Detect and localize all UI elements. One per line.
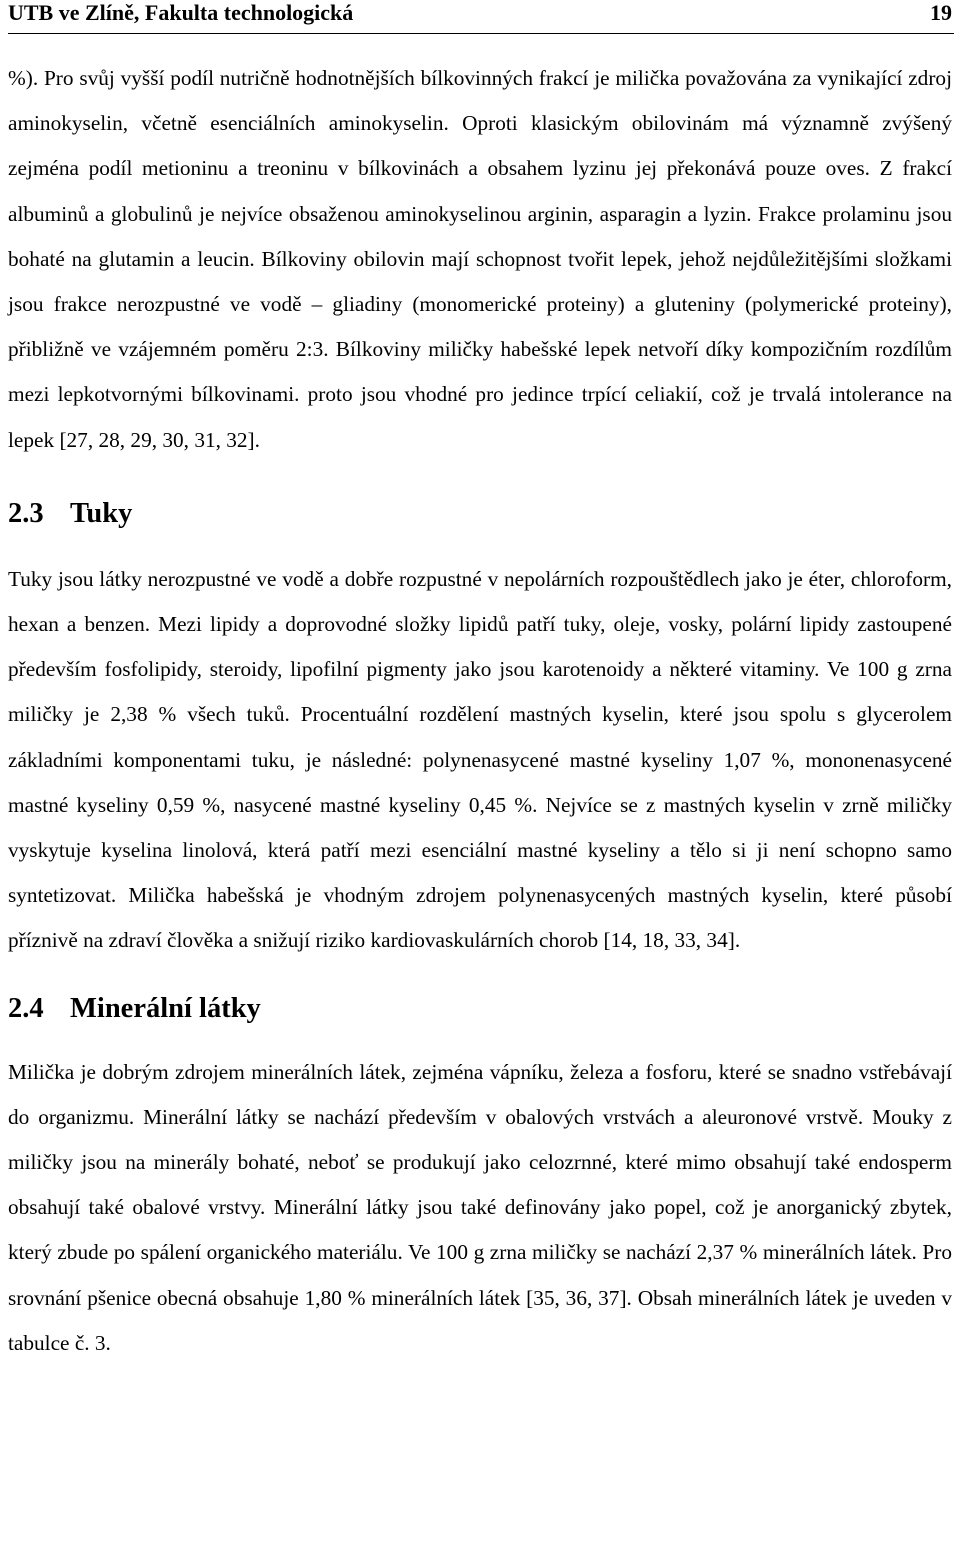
- paragraph-fats: Tuky jsou látky nerozpustné ve vodě a dobře rozpustné v nepolárních rozpouštědlech jako je éter, chloroform, hexan a benzen. Mezi lipidy a doprovodné složky lipidů patří tuky, oleje, vosky, polární lipidy zastoupené především fosfolipidy, steroidy, lipofilní pigmenty jako jsou karotenoidy a některé vitaminy. Ve 100 g zrna miličky je 2,38 % všech tuků. Procentuální rozdělení mastných kyselin, které jsou spolu s glycerolem základními komponentami tuku, je následné: polynenasycené mastné kyseliny 1,07 %, mononenasycené mastné kyseliny 0,59 %, nasycené mastné kyseliny 0,45 %. Nejvíce se z mastných kyselin v zrně miličky vyskytuje kyselina linolová, která patří mezi esenciální mastné kyseliny a tělo si ji není schopno samo syntetizovat. Milička habešská je vhodným zdrojem polynenasycených mastných kyselin, které působí příznivě na zdraví člověka a snižují riziko kardiovaskulárních chorob [14, 18, 33, 34].: [8, 566, 952, 953]
- section-heading-tuky: [8, 497, 952, 531]
- section-title: Tuky: [70, 497, 133, 529]
- page-content: [8, 56, 952, 1366]
- section-heading-mineral: [8, 992, 952, 1026]
- paragraph-minerals: Milička je dobrým zdrojem minerálních látek, zejména vápníku, železa a fosforu, které se snadno vstřebávají do organizmu. Minerální látky se nachází především v obalových vrstvách a aleuronové vrstvě. Mouky z miličky jsou na minerály bohaté, neboť se produkují jako celozrnné, které mimo obsahují také endosperm obsahují také obalové vrstvy. Minerální látky jsou také definovány jako popel, což je anorganický zbytek, který zbude po spálení organického materiálu. Ve 100 g zrna miličky se nachází 2,37 % minerálních látek. Pro srovnání pšenice obecná obsahuje 1,80 % minerálních látek [35, 36, 37]. Obsah minerálních látek je uveden v tabulce č. 3.: [8, 1059, 952, 1355]
- section-number: 2.4: [8, 992, 44, 1024]
- section-number: 2.3: [8, 497, 44, 529]
- page-number: 19: [930, 0, 952, 25]
- running-header: [8, 0, 952, 28]
- header-rule: [8, 33, 954, 34]
- section-title: Minerální látky: [70, 992, 261, 1024]
- paragraph-proteins: %). Pro svůj vyšší podíl nutričně hodnotnějších bílkovinných frakcí je milička považována za vynikající zdroj aminokyselin, včetně esenciálních aminokyselin. Oproti klasickým obilovinám má významně zvýšený zejména podíl metioninu a treoninu v bílkovinách a obsahem lyzinu jej překonává pouze oves. Z frakcí albuminů a globulinů je nejvíce obsaženou aminokyselinou arginin, asparagin a lyzin. Frakce prolaminu jsou bohaté na glutamin a leucin. Bílkoviny obilovin mají schopnost tvořit lepek, jehož nejdůležitějšími složkami jsou frakce nerozpustné ve vodě – gliadiny (monomerické proteiny) a gluteniny (polymerické proteiny), přibližně ve vzájemném poměru 2:3. Bílkoviny miličky habešské lepek netvoří díky kompozičním rozdílům mezi lepkotvornými bílkovinami. proto jsou vhodné pro jedince trpící celiakií, což je trvalá intolerance na lepek [27, 28, 29, 30, 31, 32].: [8, 66, 952, 452]
- header-title: UTB ve Zlíně, Fakulta technologická: [8, 0, 354, 25]
